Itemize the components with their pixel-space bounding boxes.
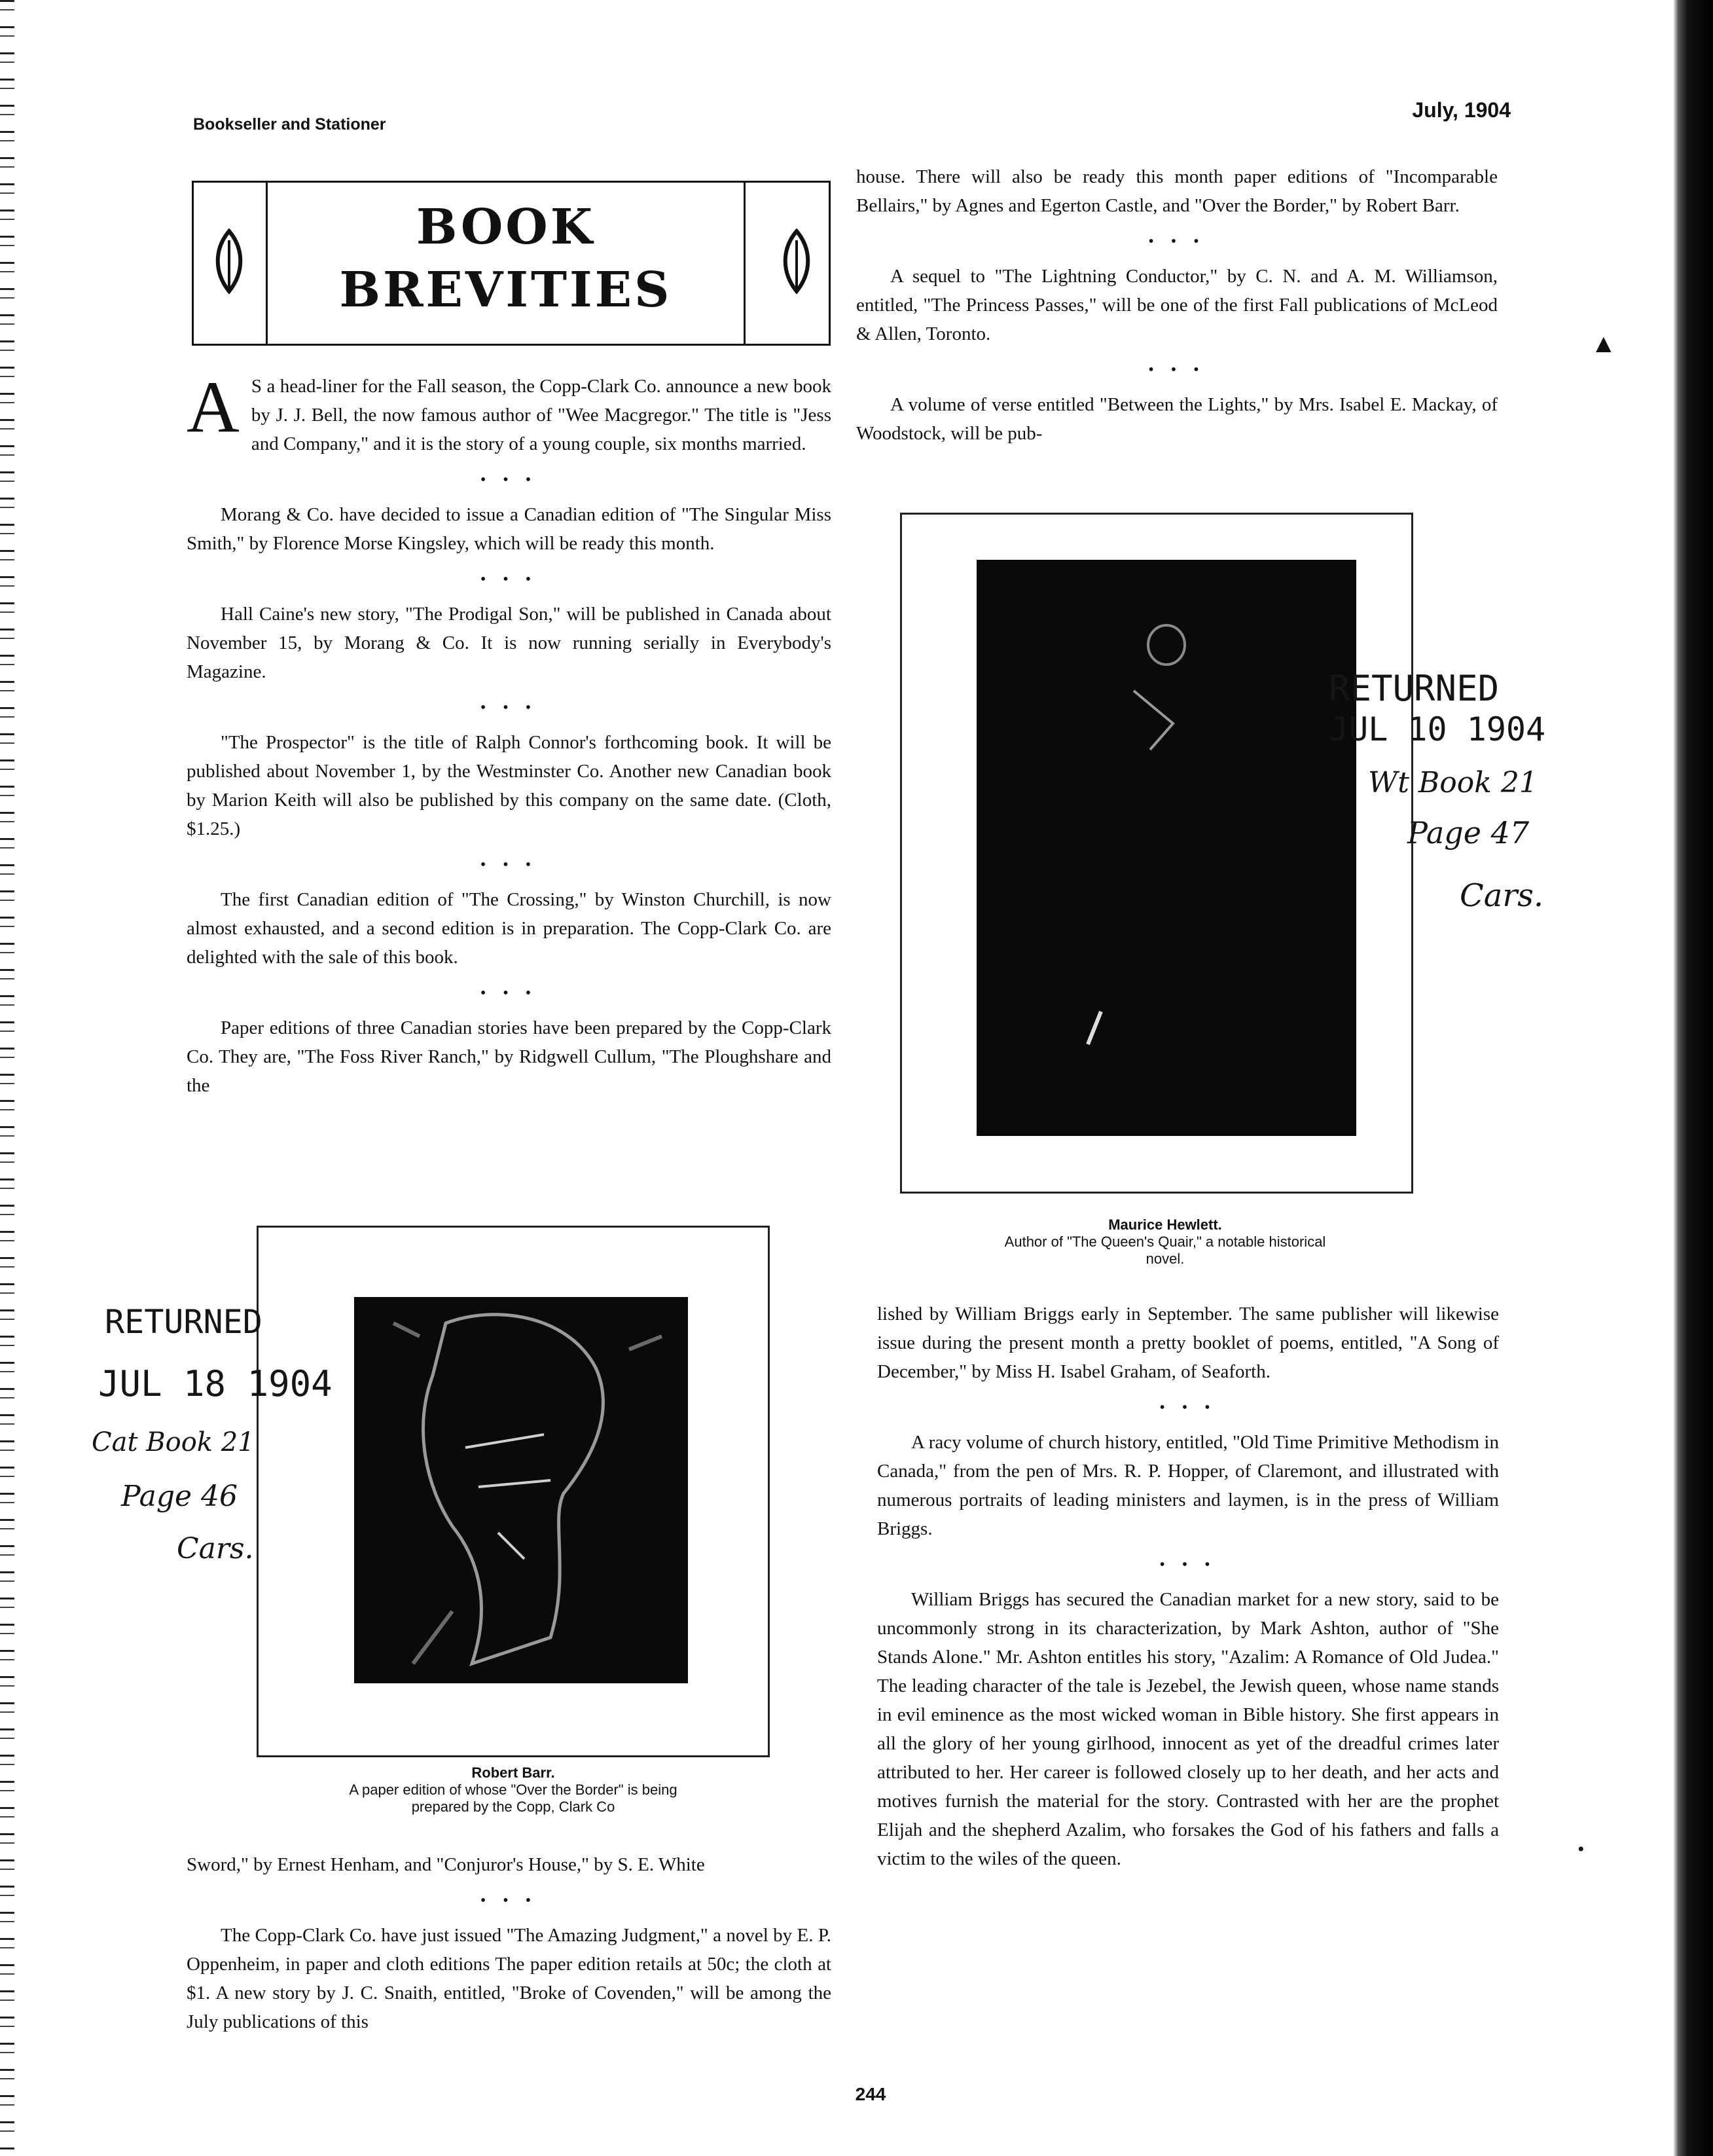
portrait-maurice-hewlett bbox=[977, 560, 1356, 1136]
issue-date: July, 1904 bbox=[1412, 98, 1511, 122]
paragraph: "The Prospector" is the title of Ralph Connor's forthcoming book. It will be published about November 1, by the Westminster Co. Another new Canadian book by Marion Keith will also be published by this company on the same date. (Cloth, $1.25.) bbox=[187, 732, 831, 839]
handwritten-note: Cars. bbox=[1460, 877, 1544, 914]
paragraph: The Copp-Clark Co. have just issued "The Amazing Judgment," a novel by E. P. Oppenheim, in paper and cloth editions The paper edition retails at 50c; the cloth at $1. A new story by J. C. Snaith, entitled, "Broke of Covenden," will be among the July publications of this bbox=[187, 1925, 831, 2032]
paragraph: lished by William Briggs early in September. The same publisher will likewise issue during the present month a pretty booklet of poems, entitled, "A Song of December," by Miss H. Isabel Graham, of Seaforth. bbox=[877, 1304, 1499, 1382]
portrait-robert-barr bbox=[354, 1297, 688, 1683]
paragraph: house. There will also be ready this month paper editions of "Incomparable Bellairs," by Agnes and Egerton Castle, and "Over the Border," by Robert Barr. bbox=[856, 166, 1498, 216]
leaf-ornament-icon bbox=[778, 228, 815, 294]
caption-text: A paper edition of whose "Over the Border" is being prepared by the Copp, Clark Co bbox=[349, 1781, 677, 1815]
right-column-upper bbox=[856, 162, 1498, 460]
separator: • • • bbox=[480, 571, 538, 588]
caption-name: Robert Barr. bbox=[471, 1764, 555, 1781]
title-line-1: BOOK bbox=[416, 199, 596, 255]
paragraph: A racy volume of church history, entitled, "Old Time Primitive Methodism in Canada," from the pen of Mrs. R. P. Hopper, of Claremont, and illustrated with numerous portraits of leading ministers and laymen, is in the press of William Briggs. bbox=[877, 1432, 1499, 1539]
paragraph: A volume of verse entitled "Between the Lights," by Mrs. Isabel E. Mackay, of Woodstock, will be pub- bbox=[856, 394, 1498, 444]
drop-cap: A bbox=[187, 367, 240, 448]
handwritten-note: Page 47 bbox=[1407, 815, 1530, 850]
left-column-lower bbox=[187, 1850, 831, 2048]
scan-mark: ▲ bbox=[1591, 329, 1617, 358]
separator: • • • bbox=[1148, 361, 1206, 378]
leaf-ornament-icon bbox=[211, 228, 247, 294]
separator: • • • bbox=[1159, 1399, 1217, 1416]
separator: • • • bbox=[480, 699, 538, 716]
page-number: 244 bbox=[855, 2084, 886, 2104]
paragraph bbox=[187, 367, 831, 458]
paragraph: Paper editions of three Canadian stories have been prepared by the Copp-Clark Co. They are, "The Foss River Ranch," by Ridgwell Cullum, "The Ploughshare and the bbox=[187, 1017, 831, 1096]
separator: • • • bbox=[480, 985, 538, 1002]
title-banner bbox=[192, 181, 831, 346]
separator: • • • bbox=[480, 1892, 538, 1909]
page-title bbox=[268, 196, 744, 321]
caption-text: Author of "The Queen's Quair," a notable historical novel. bbox=[1004, 1233, 1326, 1267]
returned-stamp: RETURNED bbox=[105, 1303, 262, 1341]
right-column-lower bbox=[877, 1300, 1499, 1885]
left-column-upper bbox=[187, 367, 831, 1112]
publication-name: Bookseller and Stationer bbox=[193, 115, 386, 134]
paragraph: Morang & Co. have decided to issue a Canadian edition of "The Singular Miss Smith," by Florence Morse Kingsley, which will be ready this month. bbox=[187, 504, 831, 554]
caption-barr bbox=[257, 1764, 770, 1816]
caption-hewlett bbox=[936, 1216, 1394, 1268]
handwritten-note: Cat Book 21 bbox=[92, 1427, 255, 1457]
stamp-date: JUL 10 1904 bbox=[1329, 710, 1546, 748]
banner-divider-right bbox=[744, 183, 746, 344]
scan-left-edge bbox=[0, 0, 14, 2156]
scan-right-edge bbox=[1673, 0, 1713, 2156]
paragraph: Hall Caine's new story, "The Prodigal Son," will be published in Canada about November 15, by Morang & Co. It is now running serially in Everybody's Magazine. bbox=[187, 604, 831, 682]
handwritten-note: Wt Book 21 bbox=[1368, 766, 1538, 799]
stamp-date: JUL 18 1904 bbox=[98, 1363, 333, 1404]
separator: • • • bbox=[480, 856, 538, 873]
scan-mark: • bbox=[1578, 1838, 1585, 1860]
portrait-figure-icon bbox=[354, 1297, 688, 1683]
paragraph-text: S a head-liner for the Fall season, the Copp-Clark Co. announce a new book by J. J. Bell, the now famous author of "Wee Macgregor." The title is "Jess and Company," and it is the story of a young couple, six months married. bbox=[251, 376, 831, 454]
separator: • • • bbox=[1148, 233, 1206, 250]
handwritten-note: Page 46 bbox=[121, 1480, 238, 1513]
paragraph: The first Canadian edition of "The Crossing," by Winston Churchill, is now almost exhausted, and a second edition is in preparation. The Copp-Clark Co. are delighted with the sale of this book. bbox=[187, 889, 831, 968]
portrait-figure-icon bbox=[977, 560, 1356, 1136]
handwritten-note: Cars. bbox=[177, 1532, 254, 1565]
paragraph: William Briggs has secured the Canadian market for a new story, said to be uncommonly strong in its characterization, by Mark Ashton, author of "She Stands Alone." Mr. Ashton entitles his story, "Azalim: A Romance of Old Judea." The leading character of the tale is Jezebel, the Jewish queen, whose name stands in evil eminence as the most wicked woman in Bible history. She first appears in all the glory of her young girlhood, innocent as yet of the dreadful crimes later attributed to her. Her career is followed closely up to her death, and her acts and motives furnish the material for the story. Contrasted with her are the prophet Elijah and the shepherd Azalim, who forsakes the God of his fathers and falls a victim to the wiles of the queen. bbox=[877, 1589, 1499, 1869]
separator: • • • bbox=[480, 471, 538, 488]
separator: • • • bbox=[1159, 1556, 1217, 1573]
paragraph: A sequel to "The Lightning Conductor," by C. N. and A. M. Williamson, entitled, "The Princess Passes," will be one of the first Fall publications of McLeod & Allen, Toronto. bbox=[856, 266, 1498, 344]
title-line-2: BREVITIES bbox=[339, 262, 672, 318]
returned-stamp: RETURNED bbox=[1329, 668, 1500, 709]
paragraph: Sword," by Ernest Henham, and "Conjuror's House," by S. E. White bbox=[187, 1854, 705, 1875]
caption-name: Maurice Hewlett. bbox=[1108, 1216, 1222, 1233]
